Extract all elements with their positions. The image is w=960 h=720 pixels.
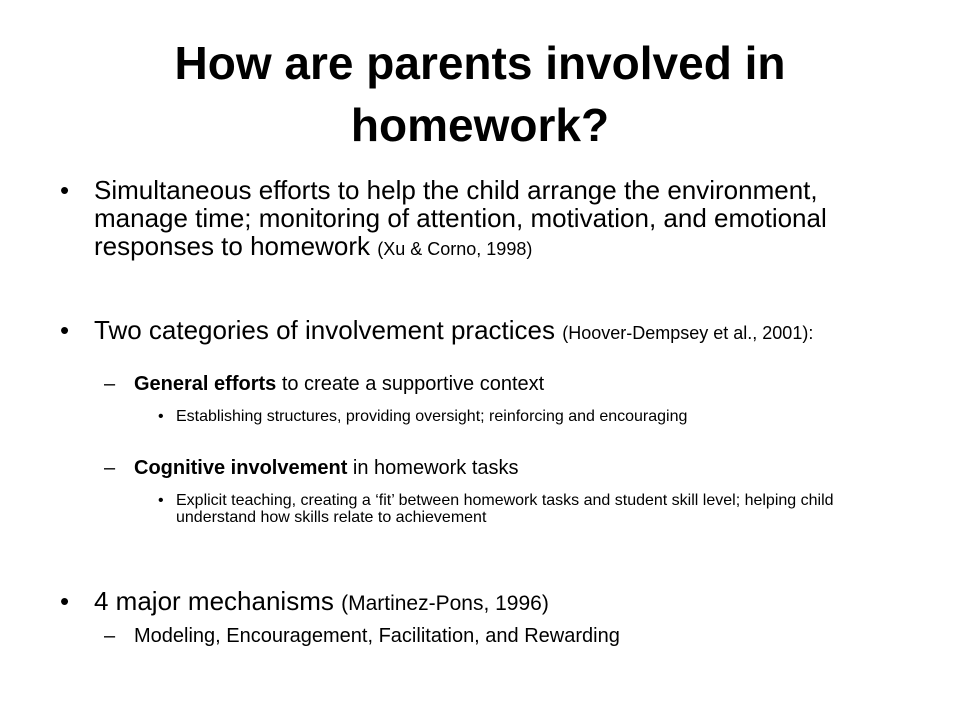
dash-marker: – — [104, 457, 116, 479]
bullet-marker: • — [60, 315, 70, 345]
dash-marker: – — [104, 373, 116, 395]
citation: (Xu & Corno, 1998) — [377, 239, 533, 259]
sub-bullet-bold: Cognitive involvement — [134, 457, 348, 479]
dash-marker: – — [104, 625, 116, 647]
detail-marker: • — [158, 492, 164, 509]
bullet-marker: • — [60, 586, 70, 616]
bullet-xu-corno — [60, 175, 894, 263]
sub-bullet-bold: General efforts — [134, 373, 277, 395]
citation: (Hoover-Dempsey et al., 2001): — [562, 323, 814, 343]
bullet-major-mechanisms — [60, 586, 884, 618]
detail-marker: • — [158, 408, 164, 425]
detail-general-efforts — [158, 408, 896, 425]
bullet-marker: • — [60, 175, 70, 205]
sub-bullet-text: Modeling, Encouragement, Facilitation, and Rewarding — [134, 625, 620, 647]
detail-text: Establishing structures, providing oversight; reinforcing and encouraging — [176, 408, 688, 425]
sub-bullet-text: to create a supportive context — [276, 373, 545, 395]
detail-text: Explicit teaching, creating a ‘fit’ between homework tasks and student skill level; helping child understand how skills relate to achievement — [176, 492, 834, 526]
slide-title: How are parents involved in homework? — [174, 37, 786, 151]
bullet-text: Simultaneous efforts to help the child arrange the environment, manage time; monitoring of attention, motivation, and emotional responses to homework — [94, 175, 827, 261]
citation: (Martinez-Pons, 1996) — [341, 592, 549, 615]
sub-bullet-cognitive-involvement — [104, 456, 519, 480]
bullet-text: Two categories of involvement practices — [94, 315, 563, 345]
detail-cognitive-involvement — [158, 492, 896, 526]
sub-bullet-mechanisms-list — [104, 624, 620, 648]
sub-bullet-general-efforts — [104, 372, 545, 396]
bullet-two-categories — [60, 315, 884, 347]
bullet-text: 4 major mechanisms — [94, 586, 342, 616]
sub-bullet-text: in homework tasks — [347, 457, 519, 479]
